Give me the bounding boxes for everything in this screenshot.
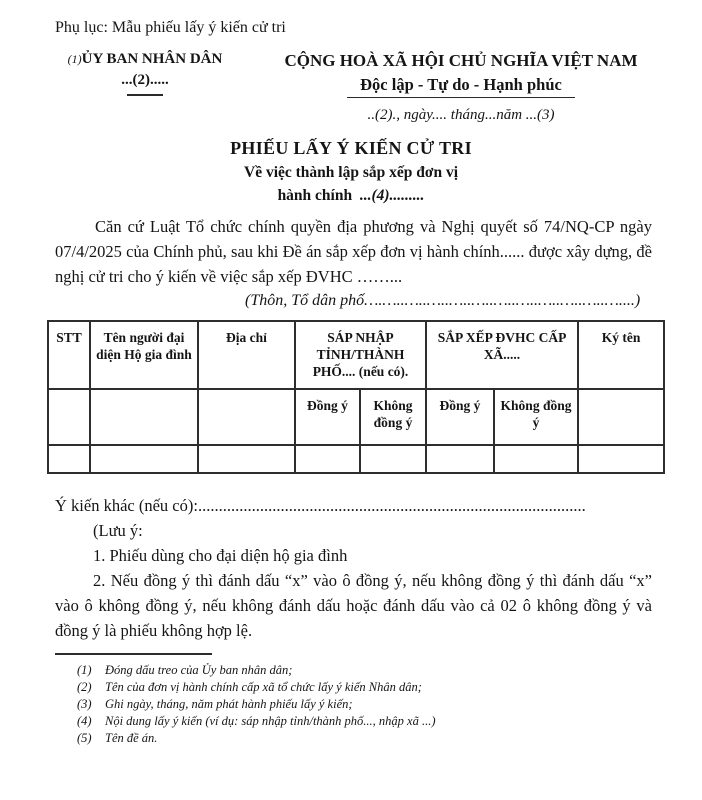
footnote-ref-1-marker: (1) (67, 52, 82, 66)
national-title: CỘNG HOÀ XÃ HỘI CHỦ NGHĨA VIỆT NAM (284, 51, 638, 70)
footnote-number: (1) (77, 663, 92, 677)
fill-in-cell (578, 445, 664, 473)
appendix-label: Phụ lục: Mẫu phiếu lấy ý kiến cử tri (55, 19, 286, 36)
date-place-line: ..(2)., ngày.... tháng...năm ...(3) (367, 107, 555, 123)
col-subheader-commune-disagree: Không đồng ý (494, 389, 578, 445)
empty-cell (90, 389, 198, 445)
footnote-item (0, 713, 702, 730)
footnote-text: Tên đề án. (105, 731, 158, 745)
issuing-authority-line (40, 50, 250, 69)
table-header-row-2 (48, 389, 664, 445)
footnote-text: Nội dung lấy ý kiến (ví dụ: sáp nhập tỉnh/thành phố..., nhập xã ...) (105, 714, 436, 728)
col-header-signature: Ký tên (578, 321, 664, 389)
col-subheader-commune-agree: Đồng ý (426, 389, 494, 445)
footnote-text: Đóng dấu treo của Ủy ban nhân dân; (105, 663, 293, 677)
national-header-block (250, 50, 672, 125)
issuing-authority-name: ỦY BAN NHÂN DÂN (81, 51, 223, 67)
fill-in-cell (198, 445, 295, 473)
footnote-number: (2) (77, 680, 92, 694)
footnote-item (0, 696, 702, 713)
document-subtitle-line2 (0, 185, 702, 206)
footnote-number: (4) (77, 714, 92, 728)
other-opinion-line: Ý kiến khác (nếu có):.............................................................................................. (55, 496, 586, 515)
motto-divider-rule (347, 97, 575, 98)
document-header (40, 50, 672, 125)
fill-in-cell (295, 445, 360, 473)
authority-divider-rule (127, 94, 163, 96)
footnote-item (0, 679, 702, 696)
footnote-text: Ghi ngày, tháng, năm phát hành phiếu lấy ý kiến; (105, 697, 353, 711)
fill-in-cell (360, 445, 426, 473)
subtitle-prefix: hành chính (277, 187, 353, 204)
note-item-2: 2. Nếu đồng ý thì đánh dấu “x” vào ô đồng ý, nếu không đồng ý thì đánh dấu “x” vào ô không đồng ý, nếu không đánh dấu hoặc đánh dấu vào cả 02 ô không đồng ý và đồng ý là phiếu không hợp lệ. (55, 571, 652, 640)
national-motto: Độc lập - Tự do - Hạnh phúc (360, 75, 562, 94)
footnote-item (0, 730, 702, 747)
col-header-representative: Tên người đại diện Hộ gia đình (90, 321, 198, 389)
empty-cell (198, 389, 295, 445)
document-title: PHIẾU LẤY Ý KIẾN CỬ TRI (230, 138, 472, 158)
document-title-block (0, 137, 702, 206)
fill-in-cell (426, 445, 494, 473)
footnote-separator-rule (55, 653, 212, 655)
note-intro-line: (Lưu ý: (93, 521, 143, 540)
footnotes-block (0, 662, 702, 747)
authority-name-placeholder: ...(2)..... (121, 72, 169, 88)
col-header-province-merge: SÁP NHẬP TỈNH/THÀNH PHỐ.... (nếu có). (295, 321, 426, 389)
note-item-1: 1. Phiếu dùng cho đại diện hộ gia đình (93, 546, 348, 565)
col-header-stt: STT (48, 321, 90, 389)
col-header-commune-arrange: SẮP XẾP ĐVHC CẤP XÃ..... (426, 321, 578, 389)
footnote-text: Tên của đơn vị hành chính cấp xã tổ chức lấy ý kiến Nhân dân; (105, 680, 422, 694)
footnote-item (0, 662, 702, 679)
table-header-row-1 (48, 321, 664, 389)
footnote-ref-4-marker: ...(4)......... (359, 187, 425, 204)
col-subheader-province-agree: Đồng ý (295, 389, 360, 445)
footnote-number: (5) (77, 731, 92, 745)
opinion-table (47, 320, 665, 474)
hamlet-fill-line: (Thôn, Tổ dân phố….…..…..…..…..…..…..…..…..…..…..…....) (245, 292, 641, 309)
col-header-address: Địa chỉ (198, 321, 295, 389)
empty-cell (578, 389, 664, 445)
fill-in-cell (494, 445, 578, 473)
col-subheader-province-disagree: Không đồng ý (360, 389, 426, 445)
issuing-authority-block (40, 50, 250, 125)
fill-in-cell (48, 445, 90, 473)
document-subtitle-line1: Về việc thành lập sắp xếp đơn vị (244, 164, 458, 181)
footnote-number: (3) (77, 697, 92, 711)
fill-in-cell (90, 445, 198, 473)
empty-cell (48, 389, 90, 445)
table-blank-data-row (48, 445, 664, 473)
legal-basis-paragraph: Căn cứ Luật Tổ chức chính quyền địa phương và Nghị quyết số 74/NQ-CP ngày 07/4/2025 của Chính phủ, sau khi Đề án sắp xếp đơn vị hành chính...... được xây dựng, đề nghị cử tri cho ý kiến về việc sắp xếp ĐVHC ……... (55, 217, 652, 286)
